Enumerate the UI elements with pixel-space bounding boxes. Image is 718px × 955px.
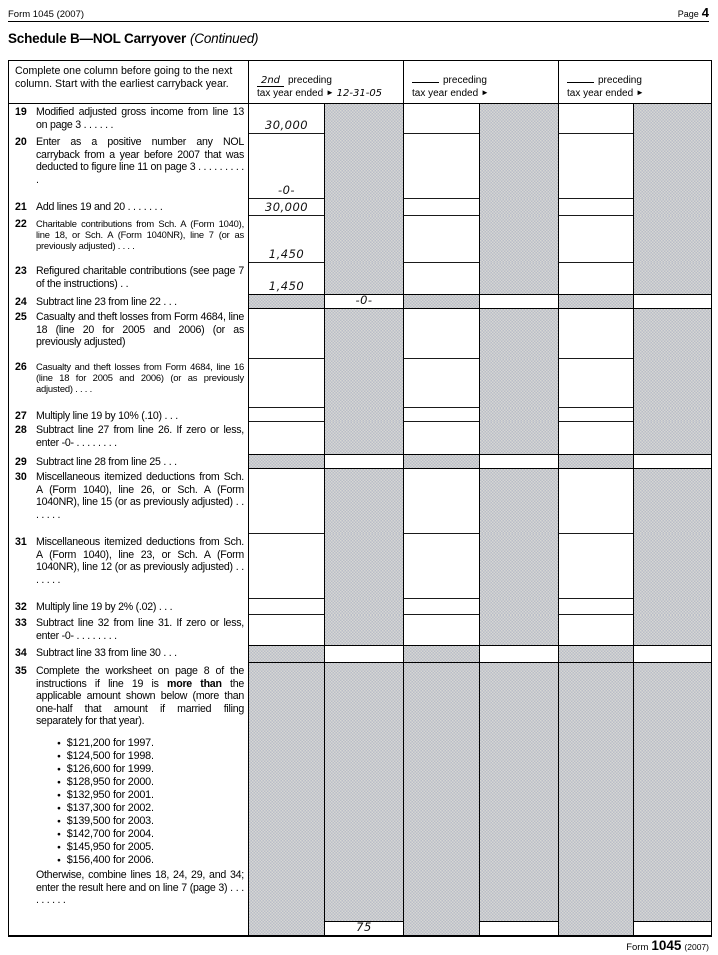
line-text: Miscellaneous itemized deductions from Sch. A (Form 1040), line 26, or Sch. A (Form 1040NR), line 15 (or as previously adjusted) . . . . . . . bbox=[36, 471, 244, 521]
line-number: 20 bbox=[15, 136, 27, 148]
line-32-col2-shaded bbox=[479, 599, 558, 615]
line-20-col1-entry bbox=[249, 134, 324, 199]
ordinal-blank bbox=[567, 82, 594, 83]
threshold-item: ● $132,950 for 2001. bbox=[57, 788, 154, 801]
line-30-col1-entry bbox=[249, 469, 324, 534]
line-21-description bbox=[9, 199, 249, 216]
arrow-icon: ► bbox=[325, 88, 334, 97]
line-26-col3-entry bbox=[558, 359, 633, 408]
threshold-item: ● $124,500 for 1998. bbox=[57, 749, 154, 762]
line-35-amount: 75 bbox=[356, 921, 372, 934]
line-21-col2-entry bbox=[403, 199, 479, 216]
line-26-col2-shaded bbox=[479, 359, 558, 408]
table-instructions: Complete one column before going to the next column. Start with the earliest carryback year. bbox=[9, 61, 249, 104]
threshold-item: ● $139,500 for 2003. bbox=[57, 814, 154, 827]
line-number: 31 bbox=[15, 536, 27, 548]
line-28-col3-entry bbox=[558, 422, 633, 454]
line-19-col1-shaded bbox=[324, 104, 403, 134]
line-28-description bbox=[9, 422, 249, 454]
line-27-col1-entry bbox=[249, 408, 324, 422]
line-29-col3-result bbox=[633, 454, 711, 469]
line-33-col3-shaded bbox=[633, 615, 711, 645]
line-35-col2-shaded bbox=[403, 663, 479, 921]
line-35-text: Complete the worksheet on page 8 of the instructions if line 19 is more than the applicable amount shown below (more than one-half that amount if married filing separately for that year). ● $121,200 for 1997. ● $124,500 for 1998. ● $126,600 for 1999. ● $128,950 for 2000. ● $132,950 for 2001. ● $137,300 for 2002. ● $139,500 for 2003. ● $142,700 for 2004. ● $145,950 for 2005. ● $156,400 for 2006. Otherwise, combine lines 18, 24, 29, and 34; enter the result here and on line 7 (page 3) . . . . . . . . . bbox=[36, 665, 244, 907]
column-header-2nd-preceding: 2nd preceding tax year ended ► 12-31-05 bbox=[249, 61, 403, 104]
line-34-col2-result bbox=[479, 645, 558, 663]
line-number: 28 bbox=[15, 424, 27, 436]
form-id-header: Form 1045 (2007) bbox=[8, 9, 85, 20]
line-28-col1-entry bbox=[249, 422, 324, 454]
line-27-col2-entry bbox=[403, 408, 479, 422]
line-33-col1-entry bbox=[249, 615, 324, 645]
line-35-description bbox=[9, 663, 249, 935]
line-25-col3-entry bbox=[558, 309, 633, 359]
line-19-col2-shaded bbox=[479, 104, 558, 134]
line-19-col3-entry bbox=[558, 104, 633, 134]
line-text: Add lines 19 and 20 . . . . . . . bbox=[36, 201, 163, 213]
line-21-col2-shaded bbox=[479, 199, 558, 216]
line-35-otherwise: Otherwise, combine lines 18, 24, 29, and 34; enter the result here and on line 7 (page 3) . . . . . . . . . bbox=[36, 868, 244, 907]
line-number: 27 bbox=[15, 410, 27, 422]
line-23-col1-entry bbox=[249, 263, 324, 294]
line-text: Multiply line 19 by 10% (.10) . . . bbox=[36, 410, 178, 422]
line-35-col1-shaded bbox=[324, 663, 403, 921]
line-33-col1-shaded bbox=[324, 615, 403, 645]
line-29-col2-result bbox=[479, 454, 558, 469]
tax-year-value: 12-31-05 bbox=[336, 88, 383, 99]
bullet-icon: ● bbox=[57, 843, 61, 851]
column-header-preceding-2: preceding tax year ended ► bbox=[403, 61, 558, 104]
line-number: 33 bbox=[15, 617, 27, 629]
line-34-col1-shaded bbox=[249, 645, 324, 663]
line-20-col1-shaded bbox=[324, 134, 403, 199]
line-number: 29 bbox=[15, 456, 27, 468]
line-23-amount: 1,450 bbox=[268, 279, 305, 293]
line-20-col3-shaded bbox=[633, 134, 711, 199]
line-31-col3-entry bbox=[558, 534, 633, 599]
line-23-col2-shaded bbox=[479, 263, 558, 294]
arrow-icon: ► bbox=[635, 88, 644, 97]
line-29-col1-result bbox=[324, 454, 403, 469]
line-30-col3-shaded bbox=[633, 469, 711, 534]
line-23-description bbox=[9, 263, 249, 294]
line-35-col1-shaded bbox=[249, 921, 324, 935]
line-27-description bbox=[9, 408, 249, 422]
line-31-col1-shaded bbox=[324, 534, 403, 599]
line-text: Casualty and theft losses from Form 4684, line 16 (line 18 for 2005 and 2006) (or as previously adjusted) . . . . bbox=[36, 361, 244, 395]
line-32-col3-shaded bbox=[633, 599, 711, 615]
line-32-description bbox=[9, 599, 249, 615]
line-26-description bbox=[9, 359, 249, 408]
line-35-col3-shaded bbox=[633, 663, 711, 921]
line-text: Miscellaneous itemized deductions from Sch. A (Form 1040), line 23, or Sch. A (Form 1040NR), line 12 (or as previously adjusted) . . . . . . . bbox=[36, 536, 244, 586]
line-30-col2-entry bbox=[403, 469, 479, 534]
schedule-title: Schedule B—NOL Carryover (Continued) bbox=[8, 31, 259, 46]
line-29-col3-shaded bbox=[558, 454, 633, 469]
line-26-col1-shaded bbox=[324, 359, 403, 408]
line-23-col3-shaded bbox=[633, 263, 711, 294]
arrow-icon: ► bbox=[480, 88, 489, 97]
bullet-icon: ● bbox=[57, 752, 61, 760]
line-32-col1-shaded bbox=[324, 599, 403, 615]
line-19-description bbox=[9, 104, 249, 134]
line-23-col2-entry bbox=[403, 263, 479, 294]
line-20-description bbox=[9, 134, 249, 199]
line-32-col1-entry bbox=[249, 599, 324, 615]
line-25-col3-shaded bbox=[633, 309, 711, 359]
line-30-description bbox=[9, 469, 249, 534]
line-26-col2-entry bbox=[403, 359, 479, 408]
line-number: 21 bbox=[15, 201, 27, 213]
line-32-col3-entry bbox=[558, 599, 633, 615]
line-number: 34 bbox=[15, 647, 27, 659]
threshold-item: ● $128,950 for 2000. bbox=[57, 775, 154, 788]
ordinal-blank bbox=[412, 82, 439, 83]
line-text: Charitable contributions from Sch. A (Form 1040), line 18, or Sch. A (Form 1040NR), line 7 (or as previously adjusted) . . . . bbox=[36, 218, 244, 252]
line-33-description bbox=[9, 615, 249, 645]
line-number: 19 bbox=[15, 106, 27, 118]
line-text: Enter as a positive number any NOL carryback from a year before 2007 that was deducted to figure line 11 on page 3 . . . . . . . . . . bbox=[36, 136, 244, 186]
line-22-description bbox=[9, 216, 249, 263]
line-21-amount: 30,000 bbox=[264, 200, 309, 214]
line-20-col2-entry bbox=[403, 134, 479, 199]
line-34-col3-shaded bbox=[558, 645, 633, 663]
line-25-description bbox=[9, 309, 249, 359]
line-22-col1-entry bbox=[249, 216, 324, 263]
line-22-col2-shaded bbox=[479, 216, 558, 263]
line-27-col1-shaded bbox=[324, 408, 403, 422]
line-20-amount: -0- bbox=[277, 183, 296, 197]
threshold-item: ● $121,200 for 1997. bbox=[57, 736, 154, 749]
line-31-description bbox=[9, 534, 249, 599]
ordinal-blank: 2nd bbox=[257, 76, 284, 87]
line-31-col1-entry bbox=[249, 534, 324, 599]
line-35-col1-shaded bbox=[249, 663, 324, 921]
line-text: Modified adjusted gross income from line 13 on page 3 . . . . . . bbox=[36, 106, 244, 131]
line-number: 26 bbox=[15, 361, 27, 373]
line-35-col3-result bbox=[633, 921, 711, 935]
line-31-col3-shaded bbox=[633, 534, 711, 599]
line-30-col3-entry bbox=[558, 469, 633, 534]
nol-carryover-table bbox=[8, 60, 712, 937]
line-21-col1-entry bbox=[249, 199, 324, 216]
line-text: Casualty and theft losses from Form 4684, line 18 (line 20 for 2005 and 2006) (or as previously adjusted) bbox=[36, 311, 244, 349]
line-28-col2-entry bbox=[403, 422, 479, 454]
bullet-icon: ● bbox=[57, 791, 61, 799]
bullet-icon: ● bbox=[57, 765, 61, 773]
line-24-col2-result bbox=[479, 294, 558, 309]
line-21-col3-shaded bbox=[633, 199, 711, 216]
line-31-col2-shaded bbox=[479, 534, 558, 599]
line-29-description bbox=[9, 454, 249, 469]
line-33-col3-entry bbox=[558, 615, 633, 645]
line-24-col1-result bbox=[324, 294, 403, 309]
threshold-item: ● $156,400 for 2006. bbox=[57, 853, 154, 866]
line-23-col1-shaded bbox=[324, 263, 403, 294]
line-22-col3-entry bbox=[558, 216, 633, 263]
line-19-col1-entry bbox=[249, 104, 324, 134]
line-24-col1-shaded bbox=[249, 294, 324, 309]
line-28-col1-shaded bbox=[324, 422, 403, 454]
line-21-col1-shaded bbox=[324, 199, 403, 216]
line-34-description bbox=[9, 645, 249, 663]
line-22-amount: 1,450 bbox=[268, 247, 305, 261]
line-34-col3-result bbox=[633, 645, 711, 663]
line-35-col2-shaded bbox=[479, 663, 558, 921]
line-22-col2-entry bbox=[403, 216, 479, 263]
bullet-icon: ● bbox=[57, 856, 61, 864]
line-29-col2-shaded bbox=[403, 454, 479, 469]
bullet-icon: ● bbox=[57, 778, 61, 786]
line-35-col2-result bbox=[479, 921, 558, 935]
page-number: Page 4 bbox=[677, 5, 709, 20]
header-rule bbox=[8, 21, 709, 22]
line-32-col2-entry bbox=[403, 599, 479, 615]
line-24-description bbox=[9, 294, 249, 309]
line-28-col3-shaded bbox=[633, 422, 711, 454]
line-number: 30 bbox=[15, 471, 27, 483]
line-28-col2-shaded bbox=[479, 422, 558, 454]
line-text: Subtract line 23 from line 22 . . . bbox=[36, 296, 177, 308]
line-22-col1-shaded bbox=[324, 216, 403, 263]
line-34-col2-shaded bbox=[403, 645, 479, 663]
line-19-col3-shaded bbox=[633, 104, 711, 134]
line-27-col3-shaded bbox=[633, 408, 711, 422]
line-text: Multiply line 19 by 2% (.02) . . . bbox=[36, 601, 173, 613]
line-30-col1-shaded bbox=[324, 469, 403, 534]
line-number: 24 bbox=[15, 296, 27, 308]
line-24-col3-shaded bbox=[558, 294, 633, 309]
line-31-col2-entry bbox=[403, 534, 479, 599]
line-number: 35 bbox=[15, 665, 27, 677]
line-20-col3-entry bbox=[558, 134, 633, 199]
line-25-col2-entry bbox=[403, 309, 479, 359]
line-26-col1-entry bbox=[249, 359, 324, 408]
bullet-icon: ● bbox=[57, 830, 61, 838]
line-21-col3-entry bbox=[558, 199, 633, 216]
bullet-icon: ● bbox=[57, 817, 61, 825]
line-text: Subtract line 28 from line 25 . . . bbox=[36, 456, 177, 468]
line-25-col1-shaded bbox=[324, 309, 403, 359]
line-text: Subtract line 33 from line 30 . . . bbox=[36, 647, 177, 659]
line-35-col1-result bbox=[324, 921, 403, 935]
line-33-col2-shaded bbox=[479, 615, 558, 645]
line-text: Refigured charitable contributions (see page 7 of the instructions) . . bbox=[36, 265, 244, 290]
bullet-icon: ● bbox=[57, 739, 61, 747]
bullet-icon: ● bbox=[57, 804, 61, 812]
line-35-col2-shaded bbox=[403, 921, 479, 935]
line-34-col1-result bbox=[324, 645, 403, 663]
threshold-item: ● $137,300 for 2002. bbox=[57, 801, 154, 814]
line-24-col2-shaded bbox=[403, 294, 479, 309]
line-25-col1-entry bbox=[249, 309, 324, 359]
threshold-item: ● $142,700 for 2004. bbox=[57, 827, 154, 840]
line-22-col3-shaded bbox=[633, 216, 711, 263]
page-header bbox=[8, 5, 709, 20]
line-24-amount: -0- bbox=[355, 294, 373, 307]
line-27-col2-shaded bbox=[479, 408, 558, 422]
line-text: Subtract line 27 from line 26. If zero or less, enter -0- . . . . . . . . bbox=[36, 424, 244, 449]
line-number: 32 bbox=[15, 601, 27, 613]
line-27-col3-entry bbox=[558, 408, 633, 422]
line-number: 22 bbox=[15, 218, 27, 230]
line-35-col3-shaded bbox=[558, 921, 633, 935]
threshold-item: ● $126,600 for 1999. bbox=[57, 762, 154, 775]
page-footer: Form 1045 (2007) bbox=[626, 938, 709, 953]
line-35-col3-shaded bbox=[558, 663, 633, 921]
line-24-col3-result bbox=[633, 294, 711, 309]
line-30-col2-shaded bbox=[479, 469, 558, 534]
line-19-col2-entry bbox=[403, 104, 479, 134]
column-header-preceding-3: preceding tax year ended ► bbox=[558, 61, 711, 104]
line-33-col2-entry bbox=[403, 615, 479, 645]
line-19-amount: 30,000 bbox=[264, 118, 309, 132]
line-29-col1-shaded bbox=[249, 454, 324, 469]
line-23-col3-entry bbox=[558, 263, 633, 294]
line-26-col3-shaded bbox=[633, 359, 711, 408]
line-number: 25 bbox=[15, 311, 27, 323]
line-20-col2-shaded bbox=[479, 134, 558, 199]
threshold-item: ● $145,950 for 2005. bbox=[57, 840, 154, 853]
line-25-col2-shaded bbox=[479, 309, 558, 359]
line-text: Subtract line 32 from line 31. If zero or less, enter -0- . . . . . . . . bbox=[36, 617, 244, 642]
line-number: 23 bbox=[15, 265, 27, 277]
